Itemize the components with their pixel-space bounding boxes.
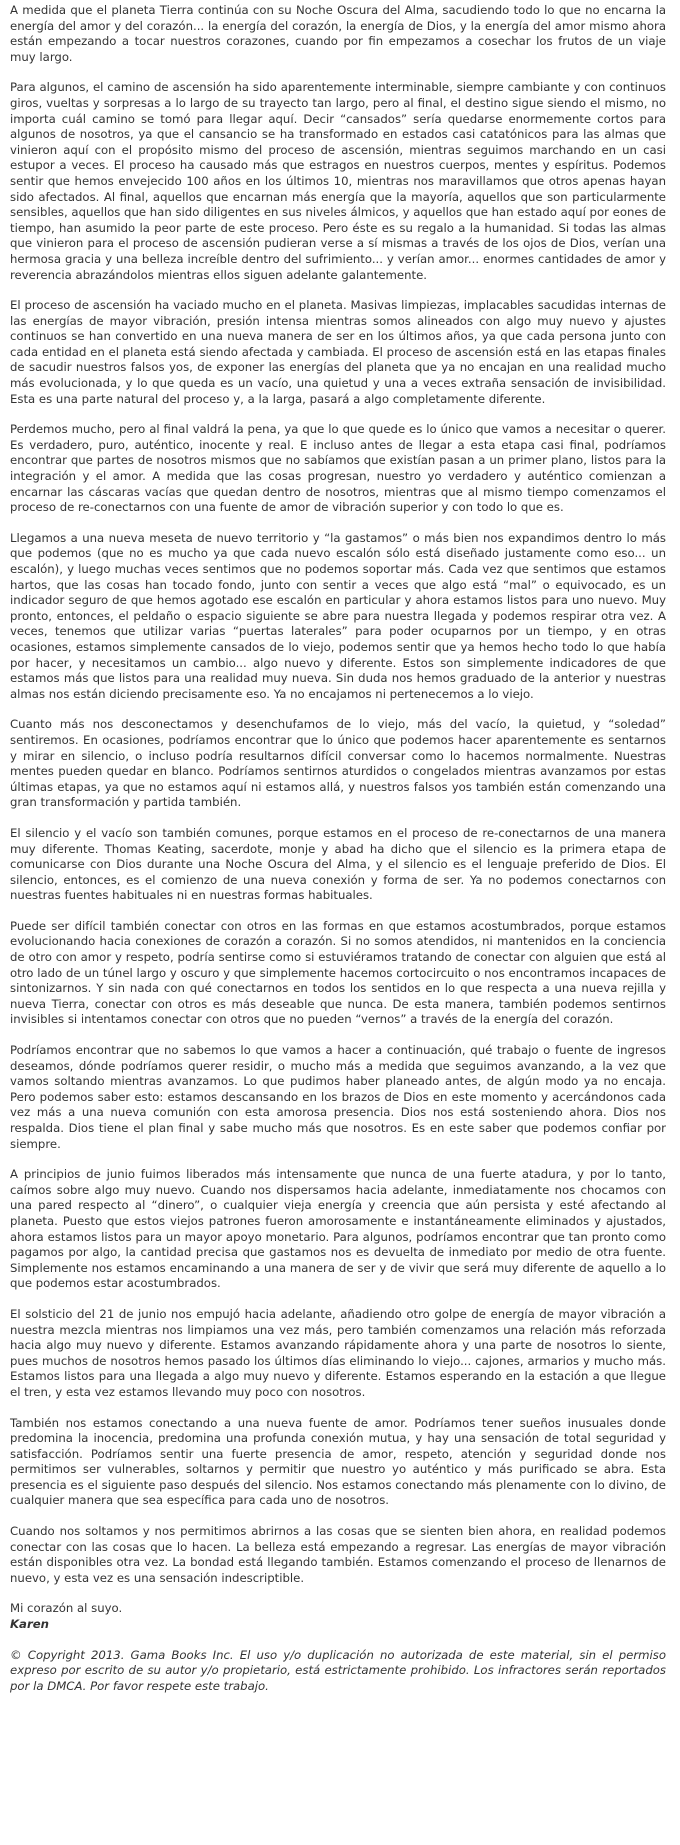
signature-block	[10, 1601, 666, 1632]
closing-line: Mi corazón al suyo.	[10, 1601, 123, 1616]
paragraph: El silencio y el vacío son también comunes, porque estamos en el proceso de re-conectarnos de una manera muy diferente. Thomas Keating, sacerdote, monje y abad ha dicho que el silencio es la primera etapa de comunicarse con Dios durante una Noche Oscura del Alma, y el silencio es el lenguaje preferido de Dios. El silencio, entonces, es el comienzo de una nueva conexión y forma de ser. Ya no podemos conectarnos con nuestras fuentes habituales ni en nuestras formas habituales.	[10, 825, 666, 903]
paragraph: Cuanto más nos desconectamos y desenchufamos de lo viejo, más del vacío, la quietud, y “soledad” sentiremos. En ocasiones, podríamos encontrar que lo único que podemos hacer aparentemente es sentarnos y mirar en silencio, o incluso podría resultarnos difícil conversar como lo hacemos normalmente. Nuestras mentes pueden quedar en blanco. Podríamos sentirnos aturdidos o congelados mientras avanzamos por estas últimas etapas, ya que no estamos aquí ni estamos allá, y nuestros falsos yos también están comenzando una gran transformación y partida también.	[10, 717, 666, 810]
paragraph: A medida que el planeta Tierra continúa con su Noche Oscura del Alma, sacudiendo todo lo que no encarna la energía del amor y del corazón... la energía del corazón, la energía de Dios, y la energía del amor mismo ahora están empezando a tocar nuestros corazones, cuando por fin empezamos a cosechar los frutos de un viaje muy largo.	[10, 3, 666, 64]
author-name: Karen	[10, 1617, 49, 1632]
article-body	[10, 3, 666, 1586]
paragraph: Para algunos, el camino de ascensión ha sido aparentemente interminable, siempre cambiante y con continuos giros, vueltas y sorpresas a lo largo de su trayecto tan largo, pero al final, el destino sigue siendo el mismo, no importa cuál camino se tomó para llegar aquí. Decir “cansados” sería quedarse enormemente cortos para algunos de nosotros, ya que el cansancio se ha transformado en estados casi catatónicos para las almas que vinieron aquí con el propósito mismo del proceso de ascensión, mientras seguimos marchando en un casi estupor a veces. El proceso ha causado más que estragos en nuestros cuerpos, mentes y espíritus. Podemos sentir que hemos envejecido 100 años en los últimos 10, mientras nos maravillamos que otros apenas hayan sido afectados. Al final, aquellos que encarnan más energía que la mayoría, aquellos que son particularmente sensibles, aquellos que han sido diligentes en sus niveles álmicos, y aquellos que han estado aquí por eones de tiempo, han asumido la peor parte de este proceso. Pero éste es su regalo a la humanidad. Si todas las almas que vinieron para el proceso de ascensión pudieran verse a sí mismas a través de los ojos de Dios, verían una hermosa gracia y una belleza increíble dentro del sufrimiento... y verían amor... enormes cantidades de amor y reverencia abrazándolos mientras ellos siguen adelante galantemente.	[10, 80, 666, 282]
paragraph: Puede ser difícil también conectar con otros en las formas en que estamos acostumbrados, porque estamos evolucionando hacia conexiones de corazón a corazón. Si no somos atendidos, ni mantenidos en la conciencia de otro con amor y respeto, podría sentirse como si estuviéramos tratando de conectar con alguien que está al otro lado de un túnel largo y oscuro y que simplemente hacemos cortocircuito o nos encontramos incapaces de sintonizarnos. Y sin nada con qué conectarnos en todos los sentidos en lo que respecta a una nueva rejilla y nueva Tierra, conectar con otros es más deseable que nunca. De esta manera, también podemos sentirnos invisibles si intentamos conectar con otros que no pueden “vernos” a través de la energía del corazón.	[10, 918, 666, 1027]
paragraph: A principios de junio fuimos liberados más intensamente que nunca de una fuerte atadura, y por lo tanto, caímos sobre algo muy nuevo. Cuando nos dispersamos hacia adelante, inmediatamente nos chocamos con una pared respecto al “dinero”, o cualquier vieja energía y creencia que aún persista y esté afectando al planeta. Puesto que estos viejos patrones fueron amorosamente e instantáneamente eliminados y ajustados, ahora estamos listos para un mayor apoyo monetario. Para algunos, podríamos encontrar que tan pronto como pagamos por algo, la cantidad precisa que gastamos nos es devuelta de inmediato por medio de otra fuente. Simplemente nos estamos encaminando a una manera de ser y de vivir que será muy diferente de aquello a lo que podemos estar acostumbrados.	[10, 1167, 666, 1291]
paragraph: Perdemos mucho, pero al final valdrá la pena, ya que lo que quede es lo único que vamos a necesitar o querer. Es verdadero, puro, auténtico, inocente y real. E incluso antes de llegar a esta etapa casi final, podríamos encontrar que partes de nosotros mismos que no sabíamos que existían pasan a un primer plano, listos para la integración y el amor. A medida que las cosas progresan, nuestro yo verdadero y auténtico comienzan a encarnar las cáscaras vacías que quedan dentro de nosotros, mientras que al mismo tiempo comenzamos el proceso de re-conectarnos con una fuente de amor de vibración superior y con todo lo que es.	[10, 422, 666, 515]
copyright-notice: © Copyright 2013. Gama Books Inc. El uso y/o duplicación no autorizada de este material, sin el permiso expreso por escrito de su autor y/o propietario, está estrictamente prohibido. Los infractores serán reportados por la DMCA. Por favor respete este trabajo.	[10, 1647, 666, 1693]
paragraph: También nos estamos conectando a una nueva fuente de amor. Podríamos tener sueños inusuales donde predomina la inocencia, predomina una profunda conexión mutua, y hay una sensación de total seguridad y satisfacción. Podríamos sentir una fuerte presencia de amor, respeto, atención y seguridad donde nos permitimos ser vulnerables, soltarnos y permitir que nuestro yo auténtico y más purificado se abra. Esta presencia es el siguiente paso después del silencio. Nos estamos conectando más plenamente con lo divino, de cualquier manera que sea específica para cada uno de nosotros.	[10, 1415, 666, 1508]
paragraph: Cuando nos soltamos y nos permitimos abrirnos a las cosas que se sienten bien ahora, en realidad podemos conectar con las cosas que lo hacen. La belleza está empezando a regresar. Las energías de mayor vibración están disponibles otra vez. La bondad está llegando también. Estamos comenzando el proceso de llenarnos de nuevo, y esta vez es una sensación indescriptible.	[10, 1524, 666, 1585]
paragraph: El solsticio del 21 de junio nos empujó hacia adelante, añadiendo otro golpe de energía de mayor vibración a nuestra mezcla mientras nos limpiamos una vez más, pero también comenzamos una relación más reforzada hacia algo muy nuevo y diferente. Estamos avanzando rápidamente ahora y una parte de nosotros lo siente, pues muchos de nosotros hemos pasado los últimos días eliminando lo viejo... cajones, armarios y mucho más. Estamos listos para una llegada a algo muy nuevo y diferente. Estamos esperando en la estación a que llegue el tren, y esta vez estamos llevando muy poco con nosotros.	[10, 1306, 666, 1399]
paragraph: El proceso de ascensión ha vaciado mucho en el planeta. Masivas limpiezas, implacables sacudidas internas de las energías de mayor vibración, presión intensa mientras somos alineados con algo muy nuevo y ajustes continuos se han convertido en una nueva manera de ser en los últimos años, ya que cada persona junto con cada entidad en el planeta está siendo afectada y cambiada. El proceso de ascensión está en las etapas finales de sacudir nuestros falsos yos, de exponer las energías del planeta que ya no encajan en una realidad mucho más evolucionada, y lo que queda es un vacío, una quietud y una a veces extraña sensación de invisibilidad. Esta es una parte natural del proceso y, a la larga, pasará a algo completamente diferente.	[10, 298, 666, 406]
paragraph: Llegamos a una nueva meseta de nuevo territorio y “la gastamos” o más bien nos expandimos dentro lo más que podemos (que no es mucho ya que cada nuevo escalón sólo está diseñado justamente como eso... un escalón), y luego muchas veces sentimos que no podemos soportar más. Cada vez que sentimos que estamos hartos, que las cosas han tocado fondo, junto con sentir a veces que algo está “mal” o equivocado, es un indicador seguro de que hemos agotado ese escalón en particular y ahora estamos listos para uno nuevo. Muy pronto, entonces, el peldaño o espacio siguiente se abre para nuestra llegada y podemos respirar otra vez. A veces, tenemos que utilizar varias “puertas laterales” para poder ocuparnos por un tiempo, y en otras ocasiones, estamos simplemente cansados de lo viejo, podemos sentir que ya hemos hecho todo lo que había por hacer, y necesitamos un cambio... algo nuevo y diferente. Estos son simplemente indicadores de que estamos más que listos para una realidad muy nueva. Sin duda nos hemos graduado de la anterior y nuestras almas nos están diciendo precisamente eso. Ya no encajamos ni pertenecemos a lo viejo.	[10, 530, 666, 701]
paragraph: Podríamos encontrar que no sabemos lo que vamos a hacer a continuación, qué trabajo o fuente de ingresos deseamos, dónde podríamos querer residir, o mucho más a medida que seguimos avanzando, a la vez que vamos soltando mientras avanzamos. Lo que pudimos haber planeado antes, de algún modo ya no encaja. Pero podemos saber esto: estamos descansando en los brazos de Dios en este momento y acercándonos cada vez más a una nueva comunión con esta amorosa presencia. Dios nos está sosteniendo ahora. Dios nos respalda. Dios tiene el plan final y sabe mucho más que nosotros. Es en este saber que podemos confiar por siempre.	[10, 1043, 666, 1151]
